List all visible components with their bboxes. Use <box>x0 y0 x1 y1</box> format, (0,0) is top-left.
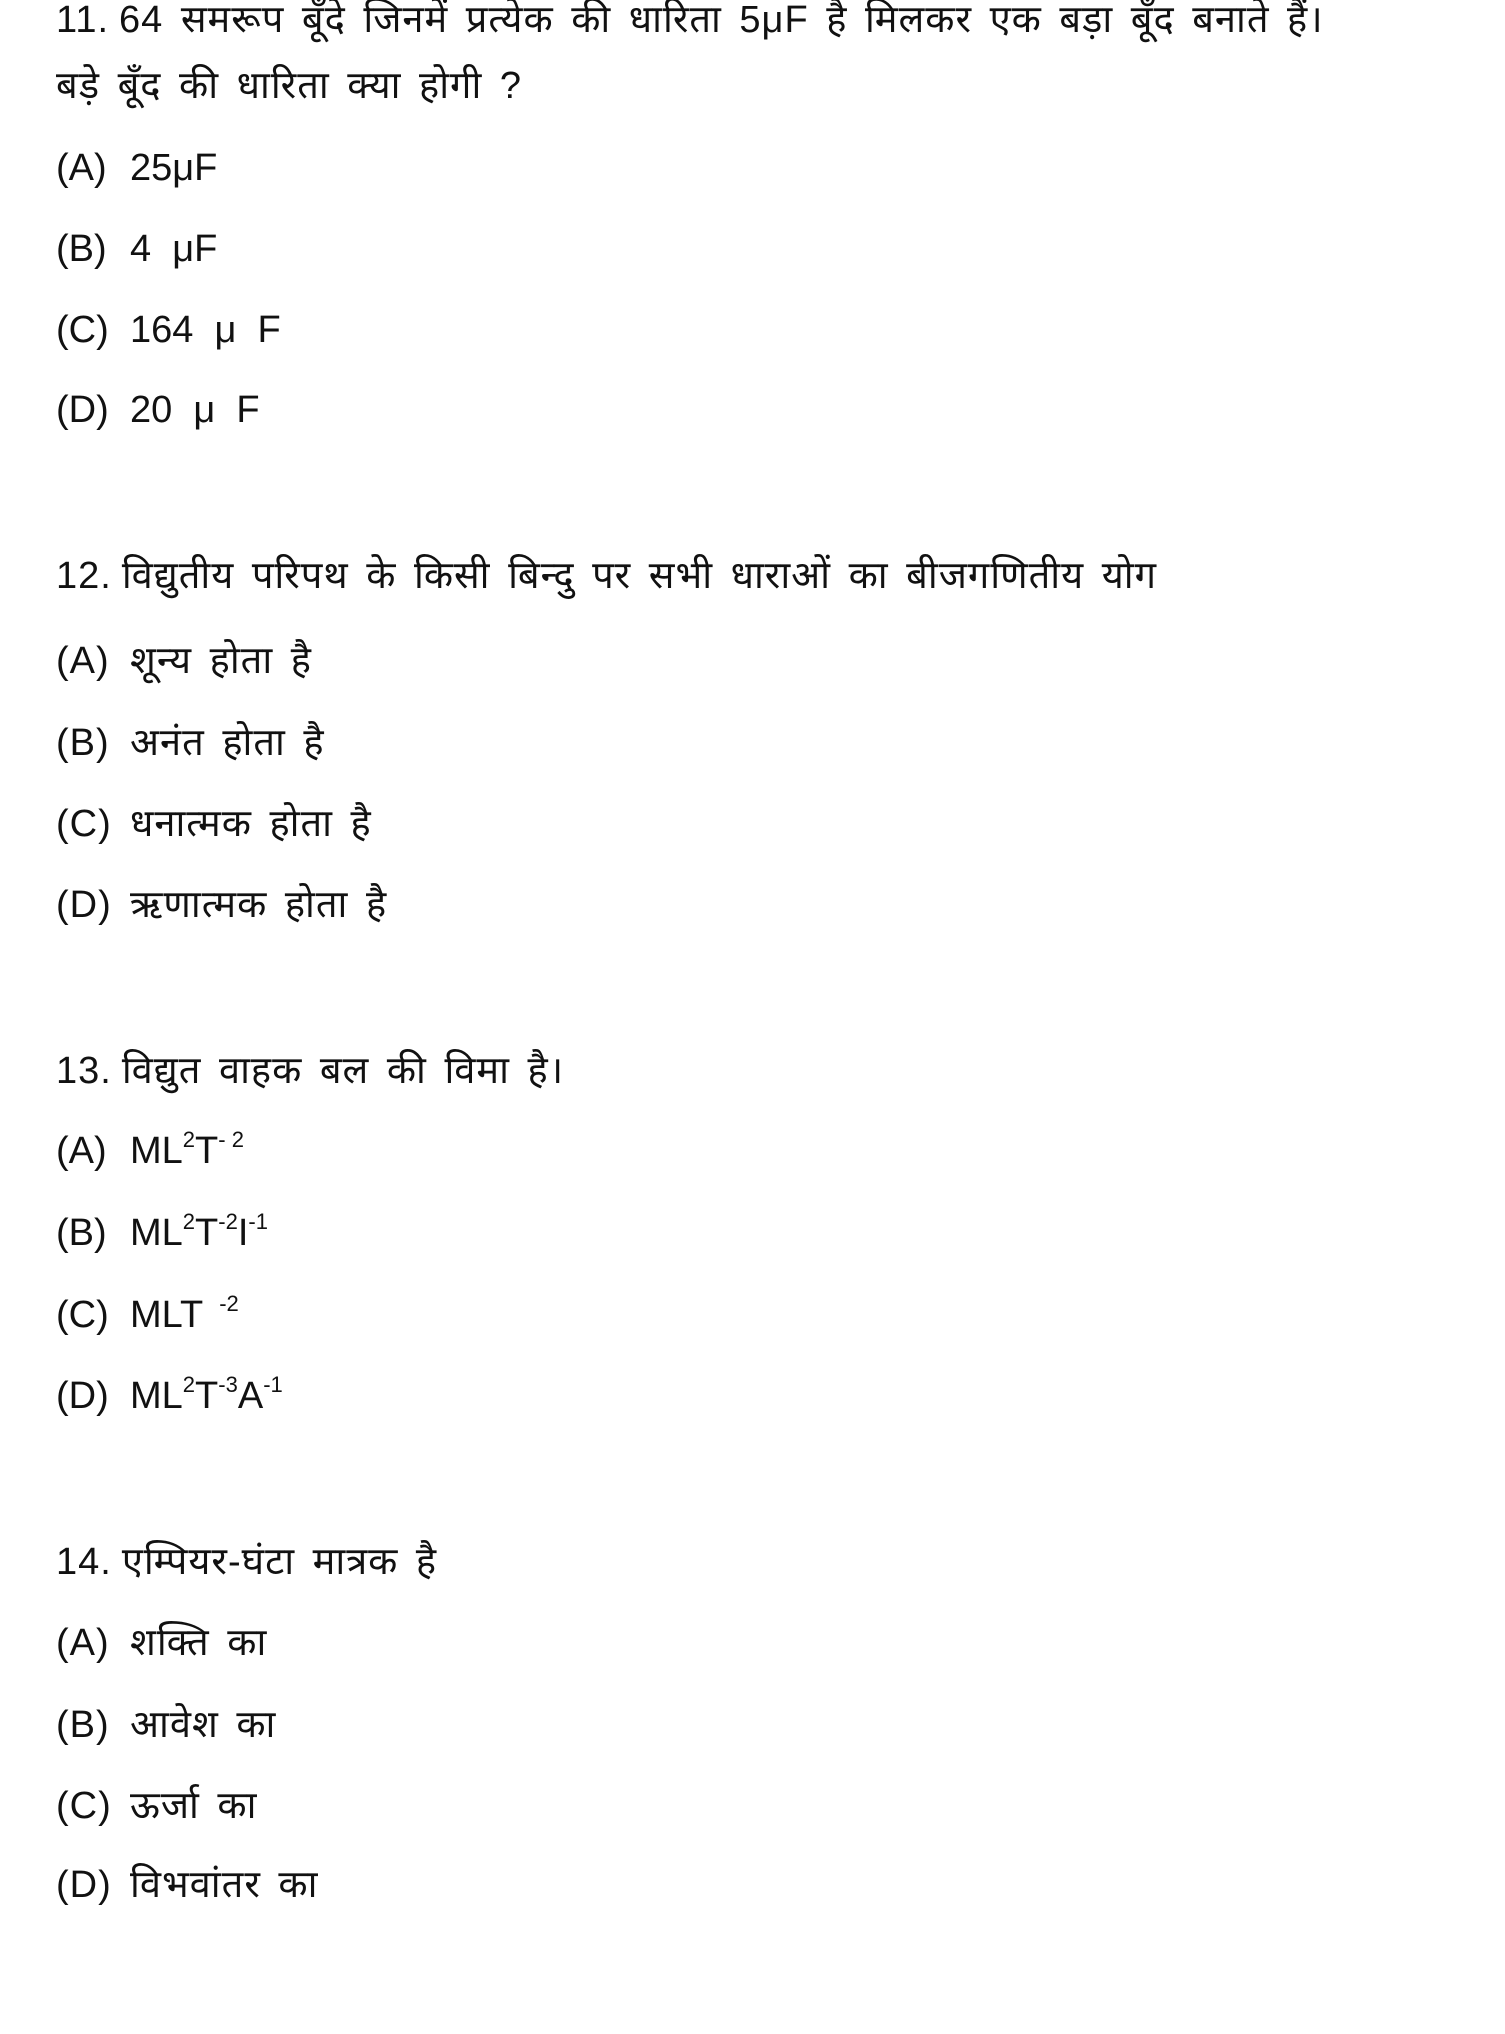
question-11-text-line2: बड़े बूँद की धारिता क्या होगी ? <box>56 65 522 107</box>
question-11-text-line1 <box>56 0 1324 40</box>
option-a <box>56 148 217 188</box>
formula-exponent: -1 <box>248 1209 268 1234</box>
option-label: (C) <box>56 309 109 351</box>
option-b <box>56 1209 268 1258</box>
option-text: ऊर्जा का <box>130 1785 258 1827</box>
formula-base: ML <box>130 1375 183 1417</box>
option-c <box>56 804 372 844</box>
option-label: (D) <box>56 1864 112 1906</box>
option-text: 4 μF <box>130 228 218 270</box>
question-number: 14. <box>56 1541 112 1583</box>
option-b <box>56 723 325 763</box>
option-label: (C) <box>56 803 112 845</box>
option-d <box>56 390 260 430</box>
option-text: 25μF <box>130 147 218 189</box>
option-text: ऋणात्मक होता है <box>130 884 388 926</box>
option-text: शक्ति का <box>130 1622 268 1664</box>
option-c <box>56 1786 257 1826</box>
formula-exponent: -3 <box>218 1372 238 1397</box>
option-a <box>56 1127 244 1176</box>
option-c <box>56 310 281 350</box>
option-label: (A) <box>56 640 110 682</box>
option-b <box>56 1705 276 1745</box>
option-label: (B) <box>56 1212 107 1254</box>
option-text: 164 μ F <box>130 309 281 351</box>
option-text: विभवांतर का <box>130 1864 319 1906</box>
formula-exponent: 2 <box>182 1127 196 1152</box>
formula-base: T <box>195 1212 219 1254</box>
question-14-text <box>56 1542 437 1582</box>
option-c <box>56 1291 239 1340</box>
option-text: अनंत होता है <box>130 722 325 764</box>
formula-exponent: -1 <box>263 1372 283 1397</box>
option-text: शून्य होता है <box>130 640 312 682</box>
option-label: (D) <box>56 389 109 431</box>
formula-base: MLT <box>130 1294 204 1336</box>
formula-base: T <box>195 1375 219 1417</box>
question-text: विद्युत वाहक बल की विमा है। <box>121 1050 565 1092</box>
question-13-text <box>56 1051 564 1091</box>
formula-base: ML <box>130 1212 183 1254</box>
formula-exponent: -2 <box>218 1209 238 1234</box>
option-text: धनात्मक होता है <box>130 803 372 845</box>
question-text: विद्युतीय परिपथ के किसी बिन्दु पर सभी धाराओं का बीजगणितीय योग <box>121 555 1157 597</box>
formula-exponent: -2 <box>219 1291 239 1316</box>
option-label: (C) <box>56 1294 109 1336</box>
option-label: (B) <box>56 722 110 764</box>
option-b <box>56 229 217 269</box>
formula-exponent: - 2 <box>218 1127 244 1152</box>
formula-base: A <box>237 1375 264 1417</box>
option-a <box>56 1623 267 1663</box>
option-d <box>56 1865 318 1905</box>
question-text: 64 समरूप बूँदे जिनमें प्रत्येक की धारिता 5μF है मिलकर एक बड़ा बूँद बनाते हैं। <box>119 0 1324 41</box>
option-d <box>56 1372 283 1421</box>
option-label: (A) <box>56 147 107 189</box>
question-number: 11. <box>56 0 110 41</box>
option-label: (C) <box>56 1785 112 1827</box>
question-12-text <box>56 556 1157 596</box>
option-label: (B) <box>56 228 107 270</box>
option-a <box>56 641 312 681</box>
question-number: 13. <box>56 1050 112 1092</box>
question-text: एम्पियर-घंटा मात्रक है <box>121 1541 438 1583</box>
formula-base: I <box>237 1212 249 1254</box>
formula-exponent: 2 <box>182 1209 196 1234</box>
option-label: (B) <box>56 1704 110 1746</box>
formula-exponent: 2 <box>182 1372 196 1397</box>
question-number: 12. <box>56 555 112 597</box>
option-d <box>56 885 387 925</box>
option-text: आवेश का <box>130 1704 277 1746</box>
option-label: (D) <box>56 884 112 926</box>
formula-base: T <box>195 1130 219 1172</box>
formula-base: ML <box>130 1130 183 1172</box>
option-label: (A) <box>56 1130 107 1172</box>
option-label: (D) <box>56 1375 109 1417</box>
option-label: (A) <box>56 1622 110 1664</box>
option-text: 20 μ F <box>130 389 260 431</box>
